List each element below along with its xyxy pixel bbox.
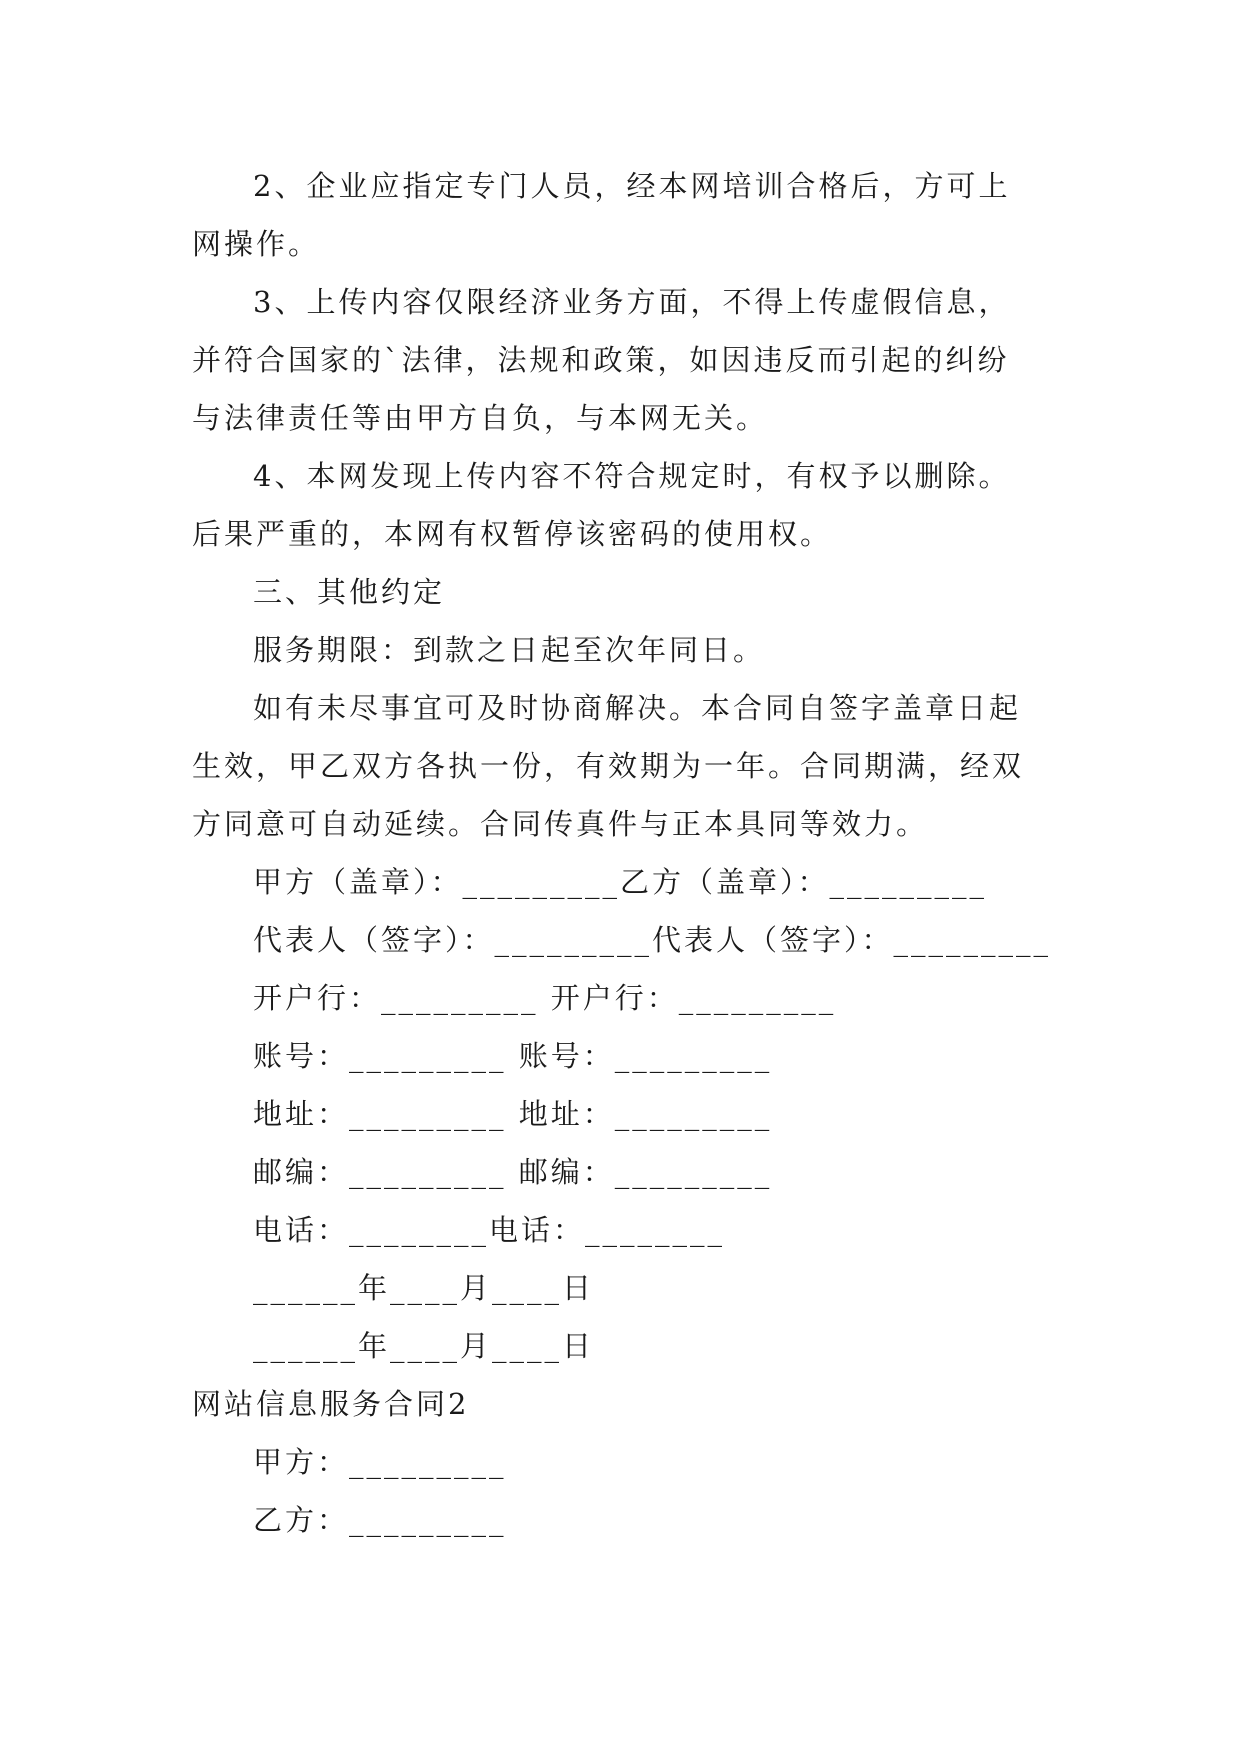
bank-line: 开户行：_________ 开户行：_________ [253, 981, 837, 1015]
clause-2-line-2: 网操作。 [192, 227, 321, 261]
service-period: 服务期限：到款之日起至次年同日。 [253, 633, 766, 667]
date-line-1: ______年____月____日 [253, 1271, 595, 1305]
clause-4-line-1: 4、本网发现上传内容不符合规定时，有权予以删除。 [253, 459, 1011, 493]
other-terms-line-3: 方同意可自动延续。合同传真件与正本具同等效力。 [192, 807, 929, 841]
clause-4-line-2: 后果严重的，本网有权暂停该密码的使用权。 [192, 517, 833, 551]
account-line: 账号：_________ 账号：_________ [253, 1039, 773, 1073]
section-3-heading: 三、其他约定 [253, 575, 446, 609]
date-line-2: ______年____月____日 [253, 1329, 595, 1363]
postcode-line: 邮编：_________ 邮编：_________ [253, 1155, 773, 1189]
party-seal-line: 甲方（盖章）：_________乙方（盖章）：_________ [253, 865, 988, 899]
clause-3-line-3: 与法律责任等由甲方自负，与本网无关。 [192, 401, 769, 435]
address-line: 地址：_________ 地址：_________ [253, 1097, 773, 1131]
clause-2-line-1: 2、企业应指定专门人员，经本网培训合格后，方可上 [253, 169, 1011, 203]
contract-2-title: 网站信息服务合同2 [192, 1387, 470, 1421]
other-terms-line-1: 如有未尽事宜可及时协商解决。本合同自签字盖章日起 [253, 691, 1022, 725]
party-a-line: 甲方：_________ [253, 1445, 507, 1479]
clause-3-line-2: 并符合国家的`法律，法规和政策，如因违反而引起的纠纷 [192, 343, 1010, 377]
party-b-line: 乙方：_________ [253, 1503, 507, 1537]
other-terms-line-2: 生效，甲乙双方各执一份，有效期为一年。合同期满，经双 [192, 749, 1025, 783]
phone-line: 电话：________电话：________ [253, 1213, 726, 1247]
clause-3-line-1: 3、上传内容仅限经济业务方面，不得上传虚假信息， [253, 285, 1011, 319]
representative-line: 代表人（签字）：_________代表人（签字）：_________ [253, 923, 1052, 957]
